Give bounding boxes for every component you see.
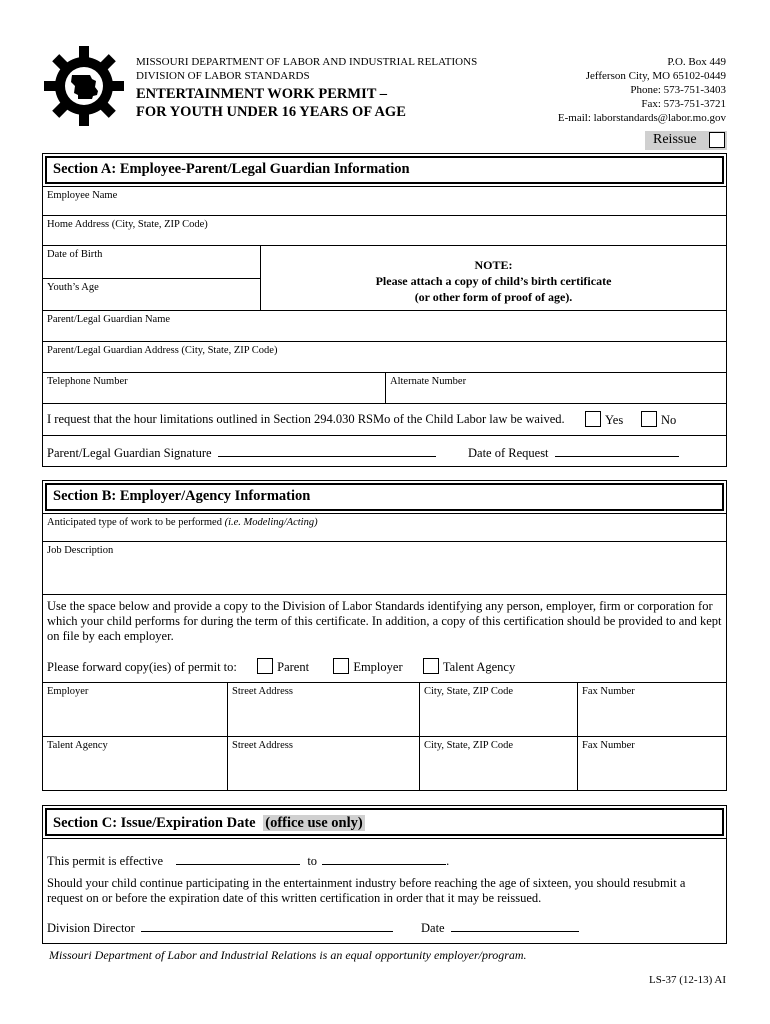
reissue-box	[645, 131, 727, 150]
waiver-row	[42, 403, 727, 436]
employer-fax-label: Fax Number	[582, 686, 635, 697]
waiver-no-label: No	[661, 413, 677, 427]
talent-fax-label: Fax Number	[582, 740, 635, 751]
section-c-header	[42, 805, 727, 839]
waiver-text: I request that the hour limitations outlined in Section 294.030 RSMo of the Child Labor law be waived.	[47, 412, 565, 426]
alternate-number-label: Alternate Number	[390, 376, 467, 387]
talent-agency-label: Talent Agency	[47, 740, 108, 751]
reissue-label: Reissue	[653, 132, 697, 147]
section-b-title: Section B: Employer/Agency Information	[45, 483, 724, 511]
telephone-label: Telephone Number	[47, 376, 128, 387]
fax: Fax: 573-751-3721	[641, 98, 726, 110]
talent-city-field[interactable]	[419, 736, 578, 791]
form-number: LS-37 (12-13) AI	[649, 974, 726, 986]
director-label: Division Director	[47, 921, 135, 935]
section-c-title: Section C: Issue/Expiration Date	[53, 815, 256, 831]
forward-parent-label: Parent	[277, 660, 310, 674]
job-description-label: Job Description	[47, 545, 114, 556]
employer-fax-field[interactable]	[577, 682, 727, 737]
form-title-line1: ENTERTAINMENT WORK PERMIT –	[136, 86, 387, 102]
section-a-header	[42, 153, 727, 187]
employer-field[interactable]	[42, 682, 228, 737]
employer-city-field[interactable]	[419, 682, 578, 737]
signature-label: Parent/Legal Guardian Signature	[47, 446, 212, 460]
forward-employer-checkbox[interactable]	[333, 658, 349, 674]
effective-to-line[interactable]	[322, 864, 446, 865]
forward-talent-label: Talent Agency	[442, 660, 516, 674]
youth-age-field[interactable]	[42, 278, 261, 311]
effective-to-label: to	[307, 854, 318, 868]
guardian-address-label: Parent/Legal Guardian Address (City, State, ZIP Code)	[47, 345, 278, 356]
director-date-line[interactable]	[451, 931, 579, 932]
effective-label: This permit is effective	[47, 854, 164, 868]
guardian-name-field[interactable]	[42, 310, 727, 342]
city-zip: Jefferson City, MO 65102-0449	[585, 70, 726, 82]
waiver-no-checkbox[interactable]	[641, 411, 657, 427]
employer-street-field[interactable]	[227, 682, 420, 737]
note-box	[260, 245, 727, 311]
reissue-checkbox[interactable]	[709, 132, 725, 148]
email: E-mail: laborstandards@labor.mo.gov	[557, 112, 726, 124]
note-title: NOTE:	[474, 258, 513, 272]
office-use-badge: (office use only)	[265, 815, 363, 831]
signature-row	[42, 435, 727, 467]
job-description-field[interactable]	[42, 541, 727, 595]
note-line1: Please attach a copy of child’s birth certificate	[375, 274, 612, 288]
resubmit-text: Should your child continue participating in the entertainment industry before reaching the age of sixteen, you should resubmit a request on or before the expiration date of this written certification in order that it may be reissued.	[47, 876, 686, 905]
waiver-yes-label: Yes	[605, 413, 624, 427]
date-of-request-label: Date of Request	[468, 446, 549, 460]
guardian-name-label: Parent/Legal Guardian Name	[47, 314, 171, 325]
phone: Phone: 573-751-3403	[630, 84, 726, 96]
eeo-statement: Missouri Department of Labor and Industrial Relations is an equal opportunity employer/program.	[49, 948, 527, 962]
talent-city-label: City, State, ZIP Code	[424, 740, 514, 751]
work-type-label: Anticipated type of work to be performed	[47, 517, 222, 528]
section-b-header	[42, 480, 727, 514]
employee-name-field[interactable]	[42, 186, 727, 216]
director-signature-line[interactable]	[141, 931, 393, 932]
waiver-yes-checkbox[interactable]	[585, 411, 601, 427]
telephone-field[interactable]	[42, 372, 386, 404]
work-type-field[interactable]	[42, 513, 727, 542]
date-of-birth-field[interactable]	[42, 245, 261, 279]
signature-line[interactable]	[218, 456, 436, 457]
division-name: DIVISION OF LABOR STANDARDS	[136, 70, 310, 82]
guardian-address-field[interactable]	[42, 341, 727, 373]
home-address-field[interactable]	[42, 215, 727, 246]
director-date-label: Date	[421, 921, 445, 935]
employer-instructions: Use the space below and provide a copy to the Division of Labor Standards identifying any person, employer, firm or corporation for which your child performs for during the term of this certificate. In addition, a copy of this certification should be provided to and kept on file by each employer.	[47, 599, 722, 643]
forward-block	[42, 594, 727, 683]
talent-street-label: Street Address	[232, 740, 293, 751]
note-line2: (or other form of proof of age).	[414, 290, 573, 304]
effective-period: .	[446, 854, 450, 868]
missouri-gear-logo	[44, 46, 124, 126]
talent-street-field[interactable]	[227, 736, 420, 791]
work-type-example: (i.e. Modeling/Acting)	[224, 517, 318, 528]
po-box: P.O. Box 449	[667, 56, 726, 68]
forward-employer-label: Employer	[353, 660, 403, 674]
employer-label: Employer	[47, 686, 89, 697]
section-a-title: Section A: Employee-Parent/Legal Guardian Information	[45, 156, 724, 184]
date-of-birth-label: Date of Birth	[47, 249, 103, 260]
talent-agency-field[interactable]	[42, 736, 228, 791]
department-name: MISSOURI DEPARTMENT OF LABOR AND INDUSTRIAL RELATIONS	[136, 56, 478, 68]
talent-fax-field[interactable]	[577, 736, 727, 791]
effective-from-line[interactable]	[176, 864, 300, 865]
home-address-label: Home Address (City, State, ZIP Code)	[47, 219, 208, 230]
alternate-number-field[interactable]	[385, 372, 727, 404]
forward-talent-checkbox[interactable]	[423, 658, 439, 674]
employee-name-label: Employee Name	[47, 190, 118, 201]
form-title-line2: FOR YOUTH UNDER 16 YEARS OF AGE	[136, 104, 406, 120]
employer-city-label: City, State, ZIP Code	[424, 686, 514, 697]
employer-street-label: Street Address	[232, 686, 293, 697]
forward-label: Please forward copy(ies) of permit to:	[47, 660, 237, 674]
date-of-request-line[interactable]	[555, 456, 679, 457]
youth-age-label: Youth’s Age	[47, 282, 99, 293]
forward-parent-checkbox[interactable]	[257, 658, 273, 674]
